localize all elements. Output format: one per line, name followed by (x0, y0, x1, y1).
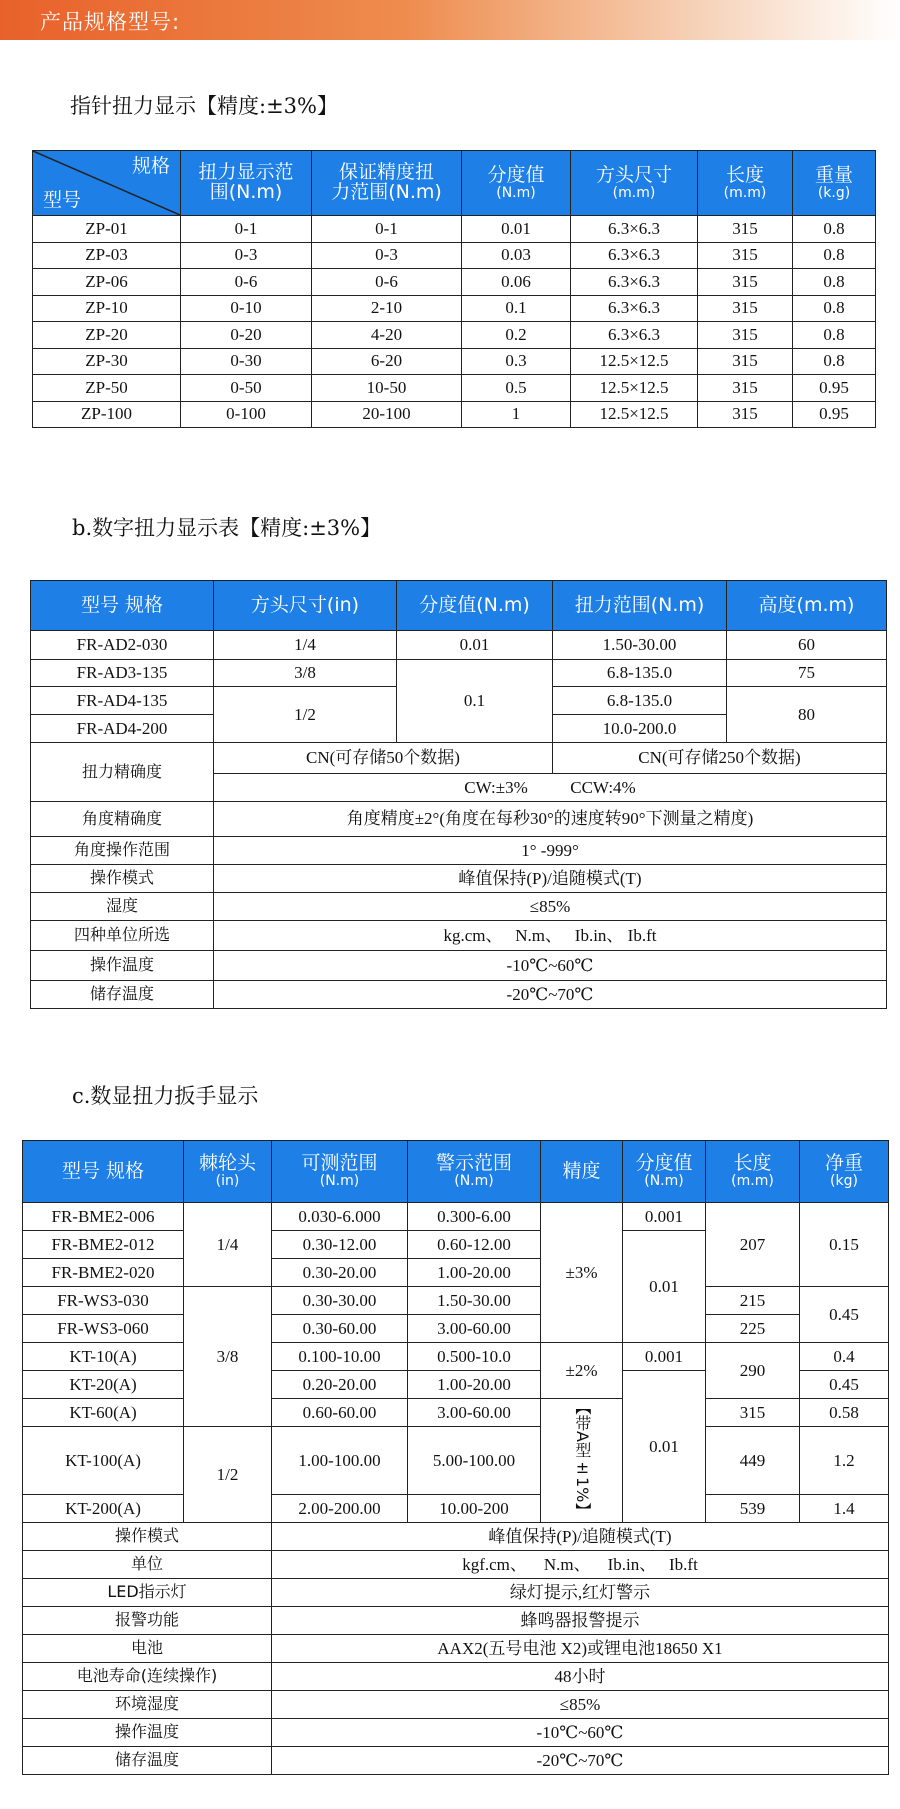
division-cell: 0.06 (462, 269, 571, 296)
table-row (23, 1719, 889, 1747)
range-cell: 10.0-200.0 (553, 715, 727, 743)
spec-label: 电池寿命(连续操作) (23, 1663, 272, 1691)
square-size-cell: 1/4 (214, 631, 397, 660)
spec-value: 绿灯提示,红灯警示 (272, 1579, 889, 1607)
height-cell: 60 (727, 631, 887, 660)
spec-label: 四种单位所选 (31, 921, 214, 951)
display-range-cell: 0-50 (181, 375, 312, 402)
length-cell: 315 (698, 322, 793, 349)
table-row (23, 1523, 889, 1551)
weight-cell: 0.8 (793, 322, 876, 349)
table-row (23, 1635, 889, 1663)
model-cell: ZP-20 (33, 322, 181, 349)
range-cell: 1.50-30.00 (553, 631, 727, 660)
spec-value: kg.cm、 N.m、 Ib.in、 Ib.ft (214, 921, 887, 951)
measure-cell: 0.100-10.00 (272, 1343, 408, 1371)
table-row (23, 1663, 889, 1691)
table-row (33, 322, 876, 349)
model-cell: FR-WS3-030 (23, 1287, 184, 1315)
digital-torque-table (30, 580, 887, 1009)
header-cell: 分度值 (N.m) (623, 1141, 706, 1203)
model-cell: FR-BME2-006 (23, 1203, 184, 1231)
measure-cell: 2.00-200.00 (272, 1495, 408, 1523)
display-range-cell: 0-20 (181, 322, 312, 349)
table-row (23, 1343, 889, 1371)
table-row (31, 865, 887, 893)
accurate-range-cell: 4-20 (312, 322, 462, 349)
model-cell: KT-10(A) (23, 1343, 184, 1371)
warn-cell: 3.00-60.00 (408, 1399, 541, 1427)
height-cell: 80 (727, 687, 887, 743)
table-row (23, 1747, 889, 1775)
warn-cell: 10.00-200 (408, 1495, 541, 1523)
square-size-cell: 6.3×6.3 (571, 216, 698, 243)
banner-title: 产品规格型号: (40, 10, 181, 34)
spec-value: CN(可存储50个数据) (214, 743, 553, 774)
spec-value: 蜂鸣器报警提示 (272, 1607, 889, 1635)
division-cell: 0.1 (397, 660, 553, 743)
header-cell: 保证精度扭 力范围(N.m) (312, 151, 462, 216)
accurate-range-cell: 6-20 (312, 348, 462, 375)
spec-label: 储存温度 (31, 981, 214, 1009)
spec-value: 角度精度±2°(角度在每秒30°的速度转90°下测量之精度) (214, 802, 887, 837)
table-row (33, 401, 876, 428)
measure-cell: 0.60-60.00 (272, 1399, 408, 1427)
header-cell: 型号 规格 (31, 581, 214, 631)
spec-label: 报警功能 (23, 1607, 272, 1635)
header-cell: 分度值(N.m) (397, 581, 553, 631)
table-row (23, 1287, 889, 1315)
range-cell: 6.8-135.0 (553, 660, 727, 687)
square-size-cell: 6.3×6.3 (571, 242, 698, 269)
display-range-cell: 0-3 (181, 242, 312, 269)
table-row (31, 743, 887, 774)
spec-value: 48小时 (272, 1663, 889, 1691)
spec-label: 湿度 (31, 893, 214, 921)
table-row (23, 1579, 889, 1607)
table-row (33, 242, 876, 269)
model-cell: ZP-100 (33, 401, 181, 428)
spec-value: kgf.cm、 N.m、 Ib.in、 Ib.ft (272, 1551, 889, 1579)
model-cell: KT-60(A) (23, 1399, 184, 1427)
spec-label: 操作温度 (31, 951, 214, 981)
table-header-row (31, 581, 887, 631)
weight-cell: 0.8 (793, 242, 876, 269)
length-cell: 315 (698, 216, 793, 243)
division-cell: 0.01 (462, 216, 571, 243)
square-size-cell: 6.3×6.3 (571, 295, 698, 322)
header-cell: 高度(m.m) (727, 581, 887, 631)
warn-cell: 1.50-30.00 (408, 1287, 541, 1315)
warn-cell: 0.500-10.0 (408, 1343, 541, 1371)
table-row (23, 1399, 889, 1427)
spec-label: LED指示灯 (23, 1579, 272, 1607)
ratchet-cell: 3/8 (184, 1287, 272, 1427)
spec-label: 角度操作范围 (31, 837, 214, 865)
weight-cell: 0.8 (793, 348, 876, 375)
warn-cell: 0.60-12.00 (408, 1231, 541, 1259)
length-cell: 449 (706, 1427, 800, 1495)
header-cell: 扭力范围(N.m) (553, 581, 727, 631)
square-size-cell: 6.3×6.3 (571, 269, 698, 296)
warn-cell: 1.00-20.00 (408, 1371, 541, 1399)
weight-cell: 0.8 (793, 269, 876, 296)
section-c-title: c.数显扭力扳手显示 (72, 1084, 259, 1108)
table-row (23, 1551, 889, 1579)
measure-cell: 1.00-100.00 (272, 1427, 408, 1495)
section-banner (0, 0, 900, 40)
square-size-cell: 3/8 (214, 660, 397, 687)
weight-cell: 0.15 (800, 1203, 889, 1287)
weight-cell: 1.2 (800, 1427, 889, 1495)
table-row (31, 893, 887, 921)
measure-cell: 0.30-60.00 (272, 1315, 408, 1343)
division-cell: 0.001 (623, 1343, 706, 1371)
accurate-range-cell: 0-3 (312, 242, 462, 269)
table-row (33, 348, 876, 375)
table-row (33, 216, 876, 243)
model-cell: FR-BME2-020 (23, 1259, 184, 1287)
model-cell: FR-WS3-060 (23, 1315, 184, 1343)
section-b-title: b.数字扭力显示表【精度:±3%】 (72, 516, 382, 540)
accurate-range-cell: 20-100 (312, 401, 462, 428)
table-row (31, 660, 887, 687)
table-row (33, 375, 876, 402)
table-row (23, 1203, 889, 1231)
display-range-cell: 0-30 (181, 348, 312, 375)
warn-cell: 1.00-20.00 (408, 1259, 541, 1287)
spec-value: 峰值保持(P)/追随模式(T) (214, 865, 887, 893)
corner-bottom-label: 型号 (43, 189, 82, 212)
model-cell: ZP-06 (33, 269, 181, 296)
measure-cell: 0.20-20.00 (272, 1371, 408, 1399)
digital-wrench-table (22, 1140, 889, 1775)
spec-value: ≤85% (214, 893, 887, 921)
table-row (31, 921, 887, 951)
table-header-row (33, 151, 876, 216)
spec-label: 电池 (23, 1635, 272, 1663)
measure-cell: 0.30-12.00 (272, 1231, 408, 1259)
table-row (23, 1495, 889, 1523)
model-cell: ZP-30 (33, 348, 181, 375)
section-a-title: 指针扭力显示【精度:±3%】 (70, 94, 338, 118)
division-cell: 1 (462, 401, 571, 428)
square-size-cell: 6.3×6.3 (571, 322, 698, 349)
length-cell: 315 (698, 401, 793, 428)
model-cell: ZP-03 (33, 242, 181, 269)
spec-label: 储存温度 (23, 1747, 272, 1775)
header-cell: 警示范围 (N.m) (408, 1141, 541, 1203)
table-row (23, 1315, 889, 1343)
header-cell: 净重 (kg) (800, 1141, 889, 1203)
table-row (23, 1427, 889, 1495)
table-row (23, 1691, 889, 1719)
spec-label: 操作模式 (31, 865, 214, 893)
model-cell: FR-AD2-030 (31, 631, 214, 660)
spec-value: -10℃~60℃ (272, 1719, 889, 1747)
model-cell: KT-200(A) (23, 1495, 184, 1523)
weight-cell: 0.45 (800, 1287, 889, 1343)
table-row (31, 981, 887, 1009)
model-cell: FR-AD4-135 (31, 687, 214, 715)
spec-value: -10℃~60℃ (214, 951, 887, 981)
length-cell: 207 (706, 1203, 800, 1287)
spec-value: -20℃~70℃ (272, 1747, 889, 1775)
header-cell: 长度 (m.m) (698, 151, 793, 216)
table-row (23, 1607, 889, 1635)
model-cell: KT-20(A) (23, 1371, 184, 1399)
header-cell: 方头尺寸(in) (214, 581, 397, 631)
spec-value: AAX2(五号电池 X2)或锂电池18650 X1 (272, 1635, 889, 1663)
length-cell: 315 (706, 1399, 800, 1427)
measure-cell: 0.30-30.00 (272, 1287, 408, 1315)
spec-value: CW:±3% CCW:4% (214, 774, 887, 802)
weight-cell: 0.58 (800, 1399, 889, 1427)
measure-cell: 0.030-6.000 (272, 1203, 408, 1231)
warn-cell: 3.00-60.00 (408, 1315, 541, 1343)
measure-cell: 0.30-20.00 (272, 1259, 408, 1287)
header-cell: 型号 规格 (23, 1141, 184, 1203)
warn-cell: 5.00-100.00 (408, 1427, 541, 1495)
header-cell: 方头尺寸 (m.m) (571, 151, 698, 216)
display-range-cell: 0-6 (181, 269, 312, 296)
weight-cell: 0.95 (793, 401, 876, 428)
division-cell: 0.01 (623, 1371, 706, 1523)
spec-label: 操作模式 (23, 1523, 272, 1551)
header-cell: 可测范围 (N.m) (272, 1141, 408, 1203)
accuracy-note-cell (541, 1399, 623, 1523)
header-cell: 长度 (m.m) (706, 1141, 800, 1203)
spec-label: 单位 (23, 1551, 272, 1579)
height-cell: 75 (727, 660, 887, 687)
weight-cell: 0.95 (793, 375, 876, 402)
accurate-range-cell: 10-50 (312, 375, 462, 402)
length-cell: 315 (698, 295, 793, 322)
length-cell: 315 (698, 375, 793, 402)
weight-cell: 0.45 (800, 1371, 889, 1399)
header-cell: 精度 (541, 1141, 623, 1203)
division-cell: 0.5 (462, 375, 571, 402)
corner-top-label: 规格 (131, 155, 170, 177)
division-cell: 0.03 (462, 242, 571, 269)
spec-label: 环境湿度 (23, 1691, 272, 1719)
header-cell: 扭力显示范 围(N.m) (181, 151, 312, 216)
model-cell: FR-BME2-012 (23, 1231, 184, 1259)
range-cell: 6.8-135.0 (553, 687, 727, 715)
accuracy-note: 【带A型±1%】 (572, 1399, 592, 1519)
square-size-cell: 1/2 (214, 687, 397, 743)
length-cell: 539 (706, 1495, 800, 1523)
spec-label: 操作温度 (23, 1719, 272, 1747)
spec-value: -20℃~70℃ (214, 981, 887, 1009)
display-range-cell: 0-100 (181, 401, 312, 428)
accurate-range-cell: 0-1 (312, 216, 462, 243)
table-row (31, 951, 887, 981)
length-cell: 215 (706, 1287, 800, 1315)
division-cell: 0.01 (397, 631, 553, 660)
header-cell: 分度值 (N.m) (462, 151, 571, 216)
square-size-cell: 12.5×12.5 (571, 401, 698, 428)
corner-header-cell (33, 151, 181, 216)
header-cell: 棘轮头 (in) (184, 1141, 272, 1203)
spec-label: 扭力精确度 (31, 743, 214, 802)
weight-cell: 0.8 (793, 216, 876, 243)
spec-value: ≤85% (272, 1691, 889, 1719)
model-cell: FR-AD4-200 (31, 715, 214, 743)
division-cell: 0.1 (462, 295, 571, 322)
table-row (33, 295, 876, 322)
model-cell: ZP-01 (33, 216, 181, 243)
square-size-cell: 12.5×12.5 (571, 375, 698, 402)
model-cell: KT-100(A) (23, 1427, 184, 1495)
division-cell: 0.001 (623, 1203, 706, 1231)
model-cell: FR-AD3-135 (31, 660, 214, 687)
accurate-range-cell: 0-6 (312, 269, 462, 296)
accuracy-cell: ±2% (541, 1343, 623, 1399)
display-range-cell: 0-1 (181, 216, 312, 243)
spec-value: 峰值保持(P)/追随模式(T) (272, 1523, 889, 1551)
display-range-cell: 0-10 (181, 295, 312, 322)
table-row (31, 837, 887, 865)
ratchet-cell: 1/4 (184, 1203, 272, 1287)
division-cell: 0.2 (462, 322, 571, 349)
division-cell: 0.01 (623, 1231, 706, 1343)
spec-value: 1° -999° (214, 837, 887, 865)
model-cell: ZP-10 (33, 295, 181, 322)
length-cell: 290 (706, 1343, 800, 1399)
header-cell: 重量 (k.g) (793, 151, 876, 216)
square-size-cell: 12.5×12.5 (571, 348, 698, 375)
table-row (31, 802, 887, 837)
length-cell: 315 (698, 348, 793, 375)
division-cell: 0.3 (462, 348, 571, 375)
ratchet-cell: 1/2 (184, 1427, 272, 1523)
warn-cell: 0.300-6.00 (408, 1203, 541, 1231)
model-cell: ZP-50 (33, 375, 181, 402)
weight-cell: 0.4 (800, 1343, 889, 1371)
spec-value: CN(可存储250个数据) (553, 743, 887, 774)
accurate-range-cell: 2-10 (312, 295, 462, 322)
weight-cell: 1.4 (800, 1495, 889, 1523)
spec-label: 角度精确度 (31, 802, 214, 837)
table-row (33, 269, 876, 296)
length-cell: 315 (698, 242, 793, 269)
accuracy-cell: ±3% (541, 1203, 623, 1343)
table-row (31, 631, 887, 660)
weight-cell: 0.8 (793, 295, 876, 322)
length-cell: 315 (698, 269, 793, 296)
pointer-torque-table (32, 150, 876, 428)
table-header-row (23, 1141, 889, 1203)
length-cell: 225 (706, 1315, 800, 1343)
